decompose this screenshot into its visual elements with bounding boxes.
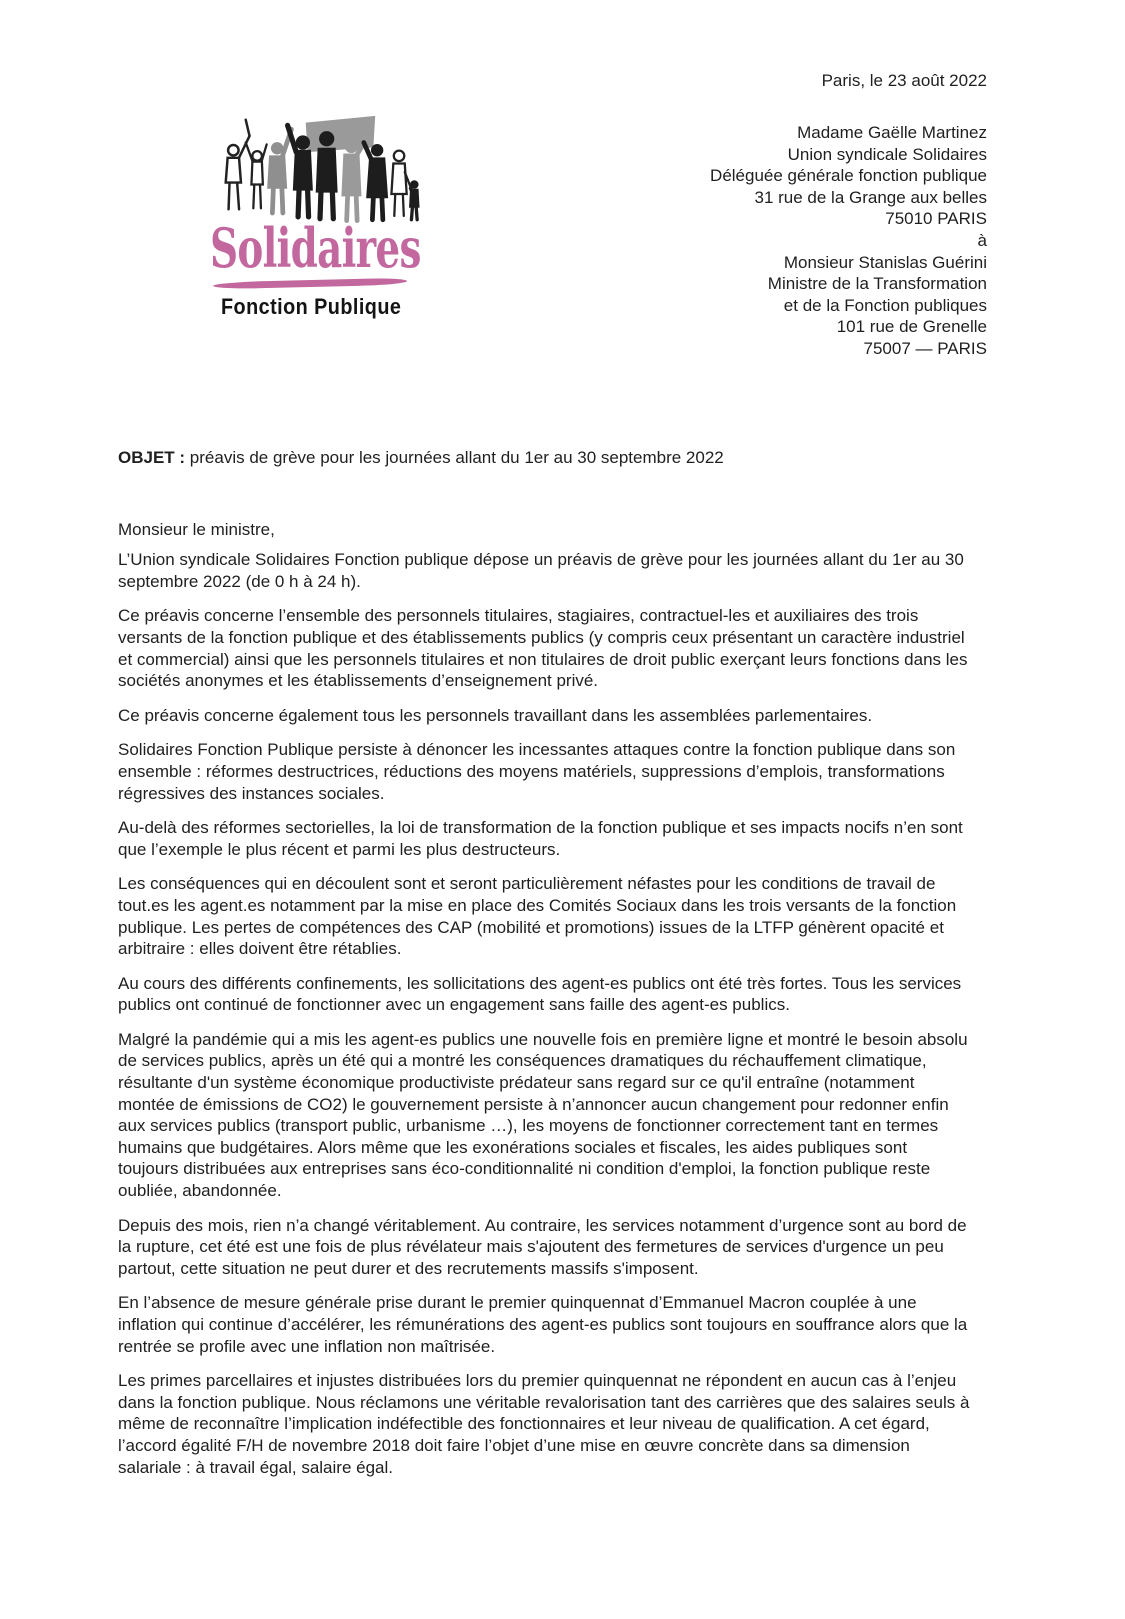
paragraph: Malgré la pandémie qui a mis les agent-es publics une nouvelle fois en première ligne et montré le besoin absolu de services publics, après un été qui a montré les conséquences dramatiques du réchauffement climatique, résultante d'un système économique productiviste prédateur sans regard sur ce qu'il entraîne (notamment montée de émissions de CO2) le gouvernement persiste à n’annoncer aucun changement pour redonner enfin aux services publics (transport public, urbanisme …), les moyens de fonctionner correctement tant en termes humains que budgétaires. Alors même que les exonérations sociales et fiscales, les aides publiques sont toujours distribuées aux entreprises sans éco-conditionnalité ni condition d'emploi, la fonction publique reste oubliée, abandonnée. <box>118 1029 968 1201</box>
address-line: 31 rue de la Grange aux belles <box>754 187 987 207</box>
address-line: Déléguée générale fonction publique <box>710 166 987 186</box>
paragraph: Les conséquences qui en découlent sont et seront particulièrement néfastes pour les conditions de travail de tout.es les agent.es notamment par la mise en place des Comités Sociaux dans les trois versants de la fonction publique. Les pertes de compétences des CAP (mobilité et promotions) issues de la LTFP génèrent opacité et arbitraire : elles doivent être rétablies. <box>118 874 957 959</box>
address-block <box>710 122 987 360</box>
address-line: 101 rue de Grenelle <box>836 317 987 337</box>
address-line: et de la Fonction publiques <box>783 295 987 315</box>
salutation: Monsieur le ministre, <box>118 519 275 539</box>
paragraph: Les primes parcellaires et injustes distribuées lors du premier quinquennat ne répondent en aucun cas à l’enjeu dans la fonction publique. Nous réclamons une véritable revalorisation tant des carrières que des salaires seuls à même de reconnaître l’implication indéfectible des fonctionnaires et leur niveau de qualification. A cet égard, l’accord égalité F/H de novembre 2018 doit faire l’objet d’une mise en œuvre concrète dans sa dimension salariale : à travail égal, salaire égal. <box>118 1371 970 1477</box>
address-line: à <box>977 230 987 250</box>
paragraph: Au-delà des réformes sectorielles, la loi de transformation de la fonction publique et ses impacts nocifs n’en sont que l’exemple le plus récent et parmi les plus destructeurs. <box>118 818 963 859</box>
paragraph: En l’absence de mesure générale prise durant le premier quinquennat d’Emmanuel Macron couplée à une inflation qui continue d’accélérer, les rémunérations des agent-es publics sont toujours en souffrance alors que la rentrée se profile avec une inflation non maîtrisée. <box>118 1293 968 1356</box>
solidaires-logo <box>210 113 440 320</box>
address-line: Madame Gaëlle Martinez <box>797 123 987 142</box>
paragraph: Ce préavis concerne l’ensemble des personnels titulaires, stagiaires, contractuel-les et auxiliaires des trois versants de la fonction publique et des établissements publics (y compris ceux présentant un caractère industriel et commercial) ainsi que les personnels titulaires et non titulaires de droit public exerçant leurs fonctions dans les sociétés anonymes et les établissements d’enseignement privé. <box>118 606 968 691</box>
letter-body <box>118 447 970 1491</box>
letter-date: Paris, le 23 août 2022 <box>821 71 987 90</box>
address-line: Ministre de la Transformation <box>767 274 987 294</box>
subject-text: préavis de grève pour les journées allant du 1er au 30 septembre 2022 <box>189 448 724 467</box>
subject-line <box>118 447 970 469</box>
paragraph: Depuis des mois, rien n’a changé véritablement. Au contraire, les services notamment d’urgence sont au bord de la rupture, cet été est une fois de plus révélateur mais s'ajoutent des fermetures de services d'urgence un peu partout, cette situation ne peut durer et des recrutements massifs s'imposent. <box>118 1215 967 1278</box>
paragraph: L’Union syndicale Solidaires Fonction publique dépose un préavis de grève pour les journées allant du 1er au 30 septembre 2022 (de 0 h à 24 h). <box>118 550 964 591</box>
address-line: Monsieur Stanislas Guérini <box>783 252 987 272</box>
paragraph: Au cours des différents confinements, les sollicitations des agent-es publics ont été très fortes. Tous les services publics ont continué de fonctionner avec un engagement sans faille des agent-es publics. <box>118 973 962 1015</box>
paragraph: Solidaires Fonction Publique persiste à dénoncer les incessantes attaques contre la fonction publique dans son ensemble : réformes destructrices, réductions des moyens matériels, suppressions d’emplois, transformations régressives des instances sociales. <box>118 740 956 803</box>
logo-subtitle: Fonction Publique <box>221 294 402 319</box>
paragraph: Ce préavis concerne également tous les personnels travaillant dans les assemblées parlementaires. <box>118 705 873 725</box>
subject-label: OBJET : <box>118 448 186 467</box>
address-line: 75010 PARIS <box>885 209 987 229</box>
logo-title: Solidaires <box>210 216 421 280</box>
address-line: 75007 — PARIS <box>863 338 987 358</box>
address-line: Union syndicale Solidaires <box>787 144 987 164</box>
